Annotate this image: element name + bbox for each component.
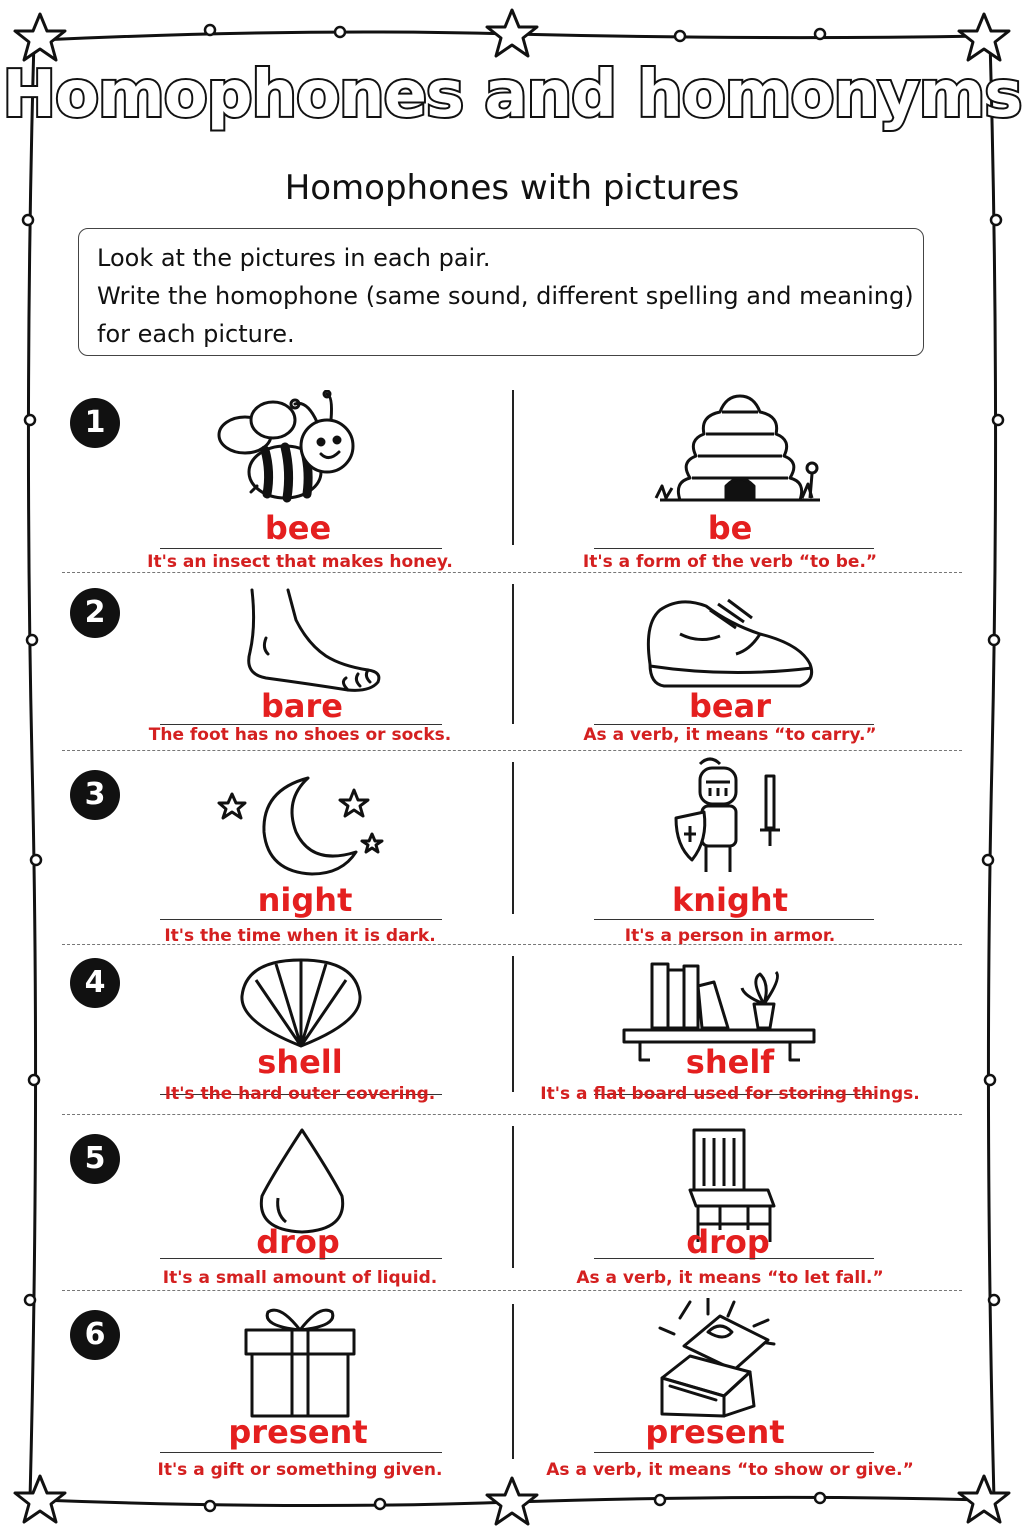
bee-icon: [215, 390, 365, 508]
clue-right: It's a form of the verb “to be.”: [582, 552, 878, 572]
knight-icon: [670, 756, 790, 880]
answer-line: [160, 919, 442, 920]
pair-number: 6: [70, 1310, 120, 1360]
instructions-box: [78, 228, 924, 356]
water-drop-icon: [252, 1126, 352, 1238]
instruction-line: Write the homophone (same sound, different spelling and meaning): [97, 282, 914, 310]
clue-left: It's an insect that makes honey.: [147, 552, 453, 572]
answer-line: [594, 548, 874, 549]
answer-line: [160, 548, 442, 549]
answer-line: [160, 1258, 442, 1259]
column-divider: [512, 956, 514, 1092]
answer-word-left: bee: [264, 509, 332, 547]
answer-line: [594, 919, 874, 920]
column-divider: [512, 390, 514, 545]
answer-line: [594, 1258, 874, 1259]
bare-foot-icon: [230, 586, 385, 696]
answer-word-right: be: [707, 509, 753, 547]
answer-word-right: present: [645, 1413, 785, 1451]
column-divider: [512, 1304, 514, 1459]
pair-number: 3: [70, 770, 120, 820]
answer-word-left: present: [228, 1413, 368, 1451]
instruction-line: for each picture.: [97, 320, 295, 348]
gift-box-icon: [240, 1302, 360, 1420]
pair-number: 5: [70, 1134, 120, 1184]
clue-right: It's a flat board used for storing things.: [540, 1084, 920, 1104]
answer-line: [594, 1452, 874, 1453]
pair-number: 4: [70, 958, 120, 1008]
page-title: Homophones and homonyms: [2, 58, 1022, 132]
clue-left: It's a small amount of liquid.: [162, 1268, 438, 1288]
beehive-icon: [650, 390, 825, 508]
answer-word-left: shell: [257, 1043, 343, 1081]
pair-number: 1: [70, 398, 120, 448]
answer-word-right: bear: [689, 687, 771, 725]
pair-number: 2: [70, 588, 120, 638]
answer-word-left: drop: [256, 1223, 340, 1261]
clue-left: The foot has no shoes or socks.: [148, 725, 452, 745]
page-subtitle: Homophones with pictures: [284, 168, 740, 208]
row-separator: [62, 750, 962, 751]
clue-left: It's the time when it is dark.: [164, 926, 436, 946]
answer-word-right: drop: [686, 1223, 770, 1261]
moon-stars-icon: [212, 770, 387, 882]
clue-right: As a verb, it means “to carry.”: [583, 725, 877, 745]
answer-line: [160, 1452, 442, 1453]
open-box-icon: [650, 1298, 780, 1420]
seashell-icon: [236, 956, 366, 1052]
row-separator: [62, 1114, 962, 1115]
column-divider: [512, 584, 514, 724]
row-separator: [62, 944, 962, 945]
instruction-line: Look at the pictures in each pair.: [97, 244, 491, 272]
clue-left: It's a gift or something given.: [157, 1460, 443, 1480]
shoe-icon: [640, 594, 820, 694]
clue-right: As a verb, it means “to show or give.”: [546, 1460, 914, 1480]
row-separator: [62, 572, 962, 573]
clue-right: It's a person in armor.: [624, 926, 836, 946]
column-divider: [512, 762, 514, 914]
row-separator: [62, 1290, 962, 1291]
clue-right: As a verb, it means “to let fall.”: [576, 1268, 884, 1288]
answer-word-left: night: [257, 881, 353, 919]
answer-word-right: knight: [671, 881, 788, 919]
clue-left: It's the hard outer covering.: [164, 1084, 436, 1104]
column-divider: [512, 1126, 514, 1268]
answer-word-right: shelf: [685, 1043, 775, 1081]
answer-word-left: bare: [261, 687, 343, 725]
